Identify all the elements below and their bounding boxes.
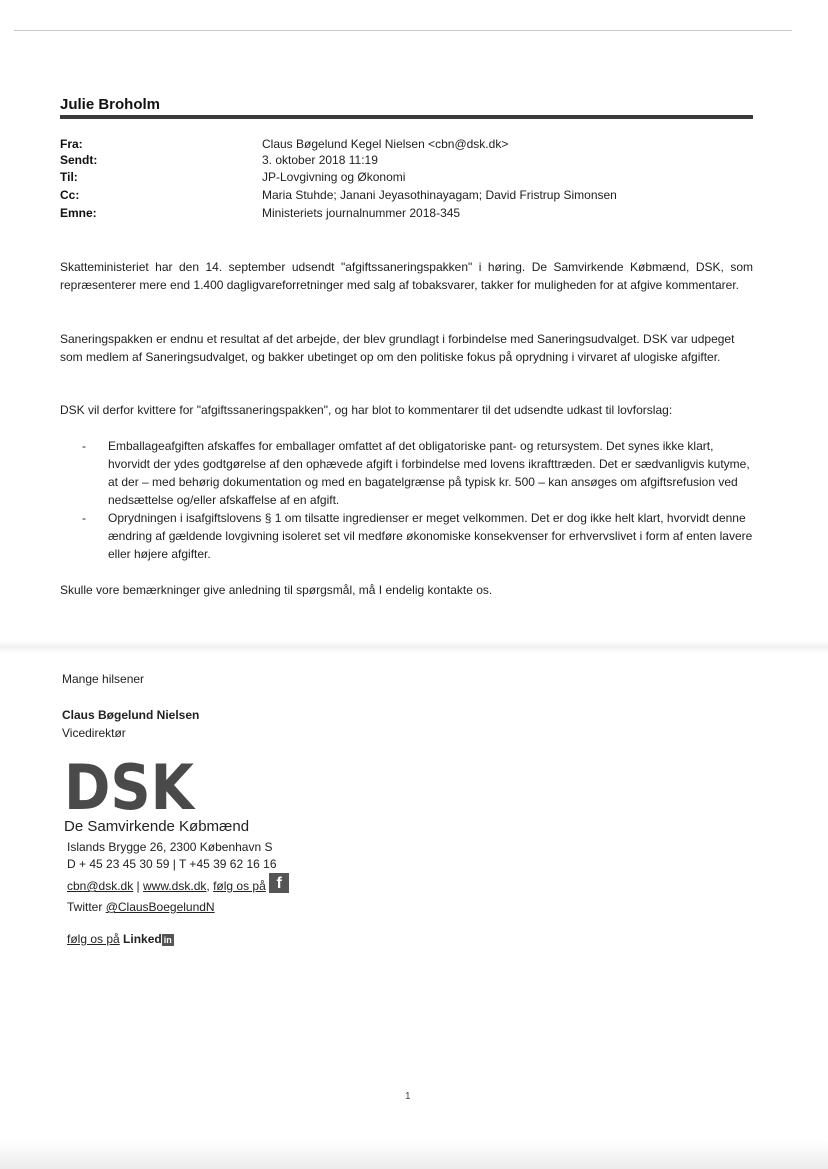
dsk-logo <box>64 757 196 813</box>
list-item <box>60 509 753 563</box>
header-value: Maria Stuhde; Janani Jeyasothinayagam; David Fristrup Simonsen <box>262 188 617 202</box>
signature-name: Claus Bøgelund Nielsen <box>62 708 200 722</box>
scan-bottom-shade <box>0 1140 828 1169</box>
twitter-link[interactable]: @ClausBoegelundN <box>105 900 215 914</box>
linkedin-wordmark: Linked <box>123 932 162 946</box>
header-label: Cc: <box>60 188 80 202</box>
company-address: Islands Brygge 26, 2300 København S <box>67 840 273 854</box>
separator: | <box>133 879 144 893</box>
facebook-link[interactable]: følg os på <box>213 879 266 893</box>
phone-numbers: D + 45 23 45 30 59 | T +45 39 62 16 16 <box>67 857 277 871</box>
header-value: Claus Bøgelund Kegel Nielsen <cbn@dsk.dk> <box>262 137 509 151</box>
list-item <box>60 437 753 509</box>
linkedin-icon[interactable]: in <box>163 934 172 945</box>
header-value: Ministeriets journalnummer 2018-345 <box>262 206 461 220</box>
logo-text: DSK <box>64 757 196 813</box>
bullet-marker: - <box>82 511 86 525</box>
body-paragraph-1: Skatteministeriet har den 14. september udsendt "afgiftssaneringspakken" i høring. De Samvirkende Købmænd, DSK, som repræsenterer mere end 1.400 dagligvareforretninger med salg af tobaksvarer, takker for muligheden for at afgive kommentarer. <box>60 260 753 292</box>
linkedin-link[interactable]: følg os på <box>67 932 120 946</box>
email-link[interactable]: cbn@dsk.dk <box>67 879 134 893</box>
list-item-text: Oprydningen i isafgiftslovens § 1 om tilsatte ingredienser er meget velkommen. Det er dog ikke helt klart, hvorvidt denne ændring af gældende lovgivning isoleret set vil medføre økonomiske konsekvenser for erhvervslivet i form af enten lavere eller højere afgifter. <box>108 511 753 561</box>
contact-links <box>67 873 289 893</box>
header-label: Til: <box>60 170 78 184</box>
comma: , <box>206 879 210 893</box>
comment-list <box>60 437 753 563</box>
website-link[interactable]: www.dsk.dk <box>143 879 207 893</box>
mailbox-owner-name: Julie Broholm <box>60 96 161 113</box>
scan-top-rule <box>14 30 792 31</box>
linkedin-line <box>67 932 174 946</box>
scan-fold-shade <box>0 640 828 654</box>
header-label: Emne: <box>60 206 97 220</box>
signature-greeting: Mange hilsener <box>62 672 145 686</box>
body-paragraph-2: Saneringspakken er endnu et resultat af det arbejde, der blev grundlagt i forbindelse med Saneringsudvalget. DSK var udpeget som medlem af Saneringsudvalget, og bakker ubetinget op om den politiske fokus på oprydning i virvaret af ulogiske afgifter. <box>60 332 735 364</box>
body-paragraph-4: Skulle vore bemærkninger give anledning til spørgsmål, må I endelig kontakte os. <box>60 583 493 597</box>
header-value: JP-Lovgivning og Økonomi <box>262 170 406 184</box>
company-name: De Samvirkende Købmænd <box>64 818 250 835</box>
body-paragraph-3: DSK vil derfor kvittere for "afgiftssaneringspakken", og har blot to kommentarer til det udsendte udkast til lovforslag: <box>60 403 673 417</box>
header-label: Fra: <box>60 137 83 151</box>
header-divider <box>60 115 753 119</box>
signature-title: Vicedirektør <box>62 726 126 740</box>
twitter-label: Twitter <box>67 900 103 914</box>
page-number: 1 <box>405 1091 411 1102</box>
list-item-text: Emballageafgiften afskaffes for emballager omfattet af det obligatoriske pant- og retursystem. Det synes ikke klart, hvorvidt der ydes godtgørelse af den ophævede afgift i forbindelse med lovens ikrafttræden. Det er sædvanligvis kutyme, at der – med behørig dokumentation og med en bagatelgrænse på typisk kr. 500 – kan ansøges om afgiftsrefusion ved nedsættelse og/eller afskaffelse af en afgift. <box>108 439 750 507</box>
twitter-line <box>67 900 215 914</box>
bullet-marker: - <box>82 439 86 453</box>
facebook-icon[interactable]: f <box>269 873 289 893</box>
header-label: Sendt: <box>60 153 98 167</box>
header-value: 3. oktober 2018 11:19 <box>262 153 378 167</box>
